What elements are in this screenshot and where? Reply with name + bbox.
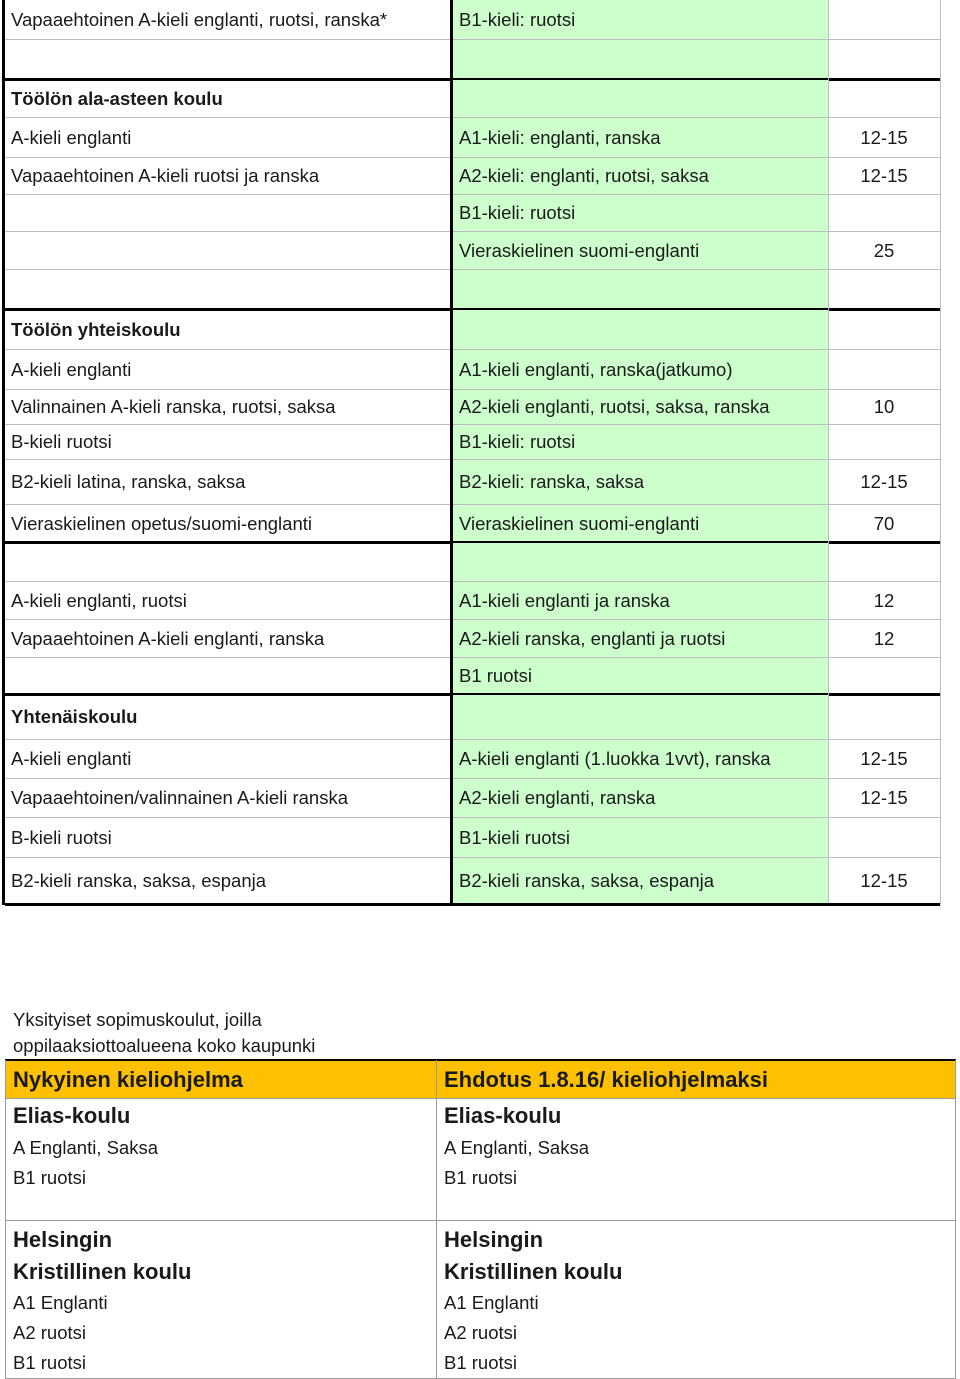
- table-row: [0, 350, 960, 390]
- group-size-cell: 12: [873, 627, 895, 649]
- table-row: [0, 40, 960, 80]
- current-program-cell: B2-kieli ranska, saksa, espanja: [11, 870, 267, 892]
- proposal-header: Ehdotus 1.8.16/ kieliohjelmaksi: [444, 1067, 769, 1092]
- current-program-cell: [11, 40, 447, 80]
- proposal-cell: [459, 40, 825, 80]
- table-row: [0, 582, 960, 620]
- group-size-cell: [830, 310, 938, 350]
- current-program-cell: [11, 658, 447, 695]
- hkk-lang2-right: A2 ruotsi: [444, 1322, 518, 1343]
- elias-title-right: Elias-koulu: [444, 1103, 562, 1128]
- current-program-cell: Vapaaehtoinen A-kieli englanti, ranska: [11, 627, 325, 649]
- current-program-cell: A-kieli englanti: [11, 748, 132, 770]
- current-program-cell: A-kieli englanti: [11, 126, 132, 148]
- current-program-cell: A-kieli englanti, ruotsi: [11, 589, 187, 611]
- elias-lang2-left: B1 ruotsi: [13, 1167, 87, 1188]
- current-program-cell: [11, 232, 447, 270]
- proposal-cell: A2-kieli: englanti, ruotsi, saksa: [459, 165, 709, 187]
- hkk-lang1-left: A1 Englanti: [13, 1292, 108, 1313]
- proposal-cell: B1 ruotsi: [459, 665, 533, 687]
- grid-h2: [5, 1220, 956, 1221]
- table-row: [0, 460, 960, 505]
- proposal-cell: A-kieli englanti (1.luokka 1vvt), ranska: [459, 748, 771, 770]
- elias-lang1-left: A Englanti, Saksa: [13, 1137, 159, 1158]
- proposal-cell: B2-kieli: ranska, saksa: [459, 471, 645, 493]
- current-program-cell: Vapaaehtoinen A-kieli ruotsi ja ranska: [11, 165, 320, 187]
- group-size-cell: [830, 818, 938, 858]
- table-row: [0, 620, 960, 658]
- proposal-cell: B2-kieli ranska, saksa, espanja: [459, 870, 715, 892]
- table-row: [0, 658, 960, 695]
- hkk-title-a-left: Helsingin: [13, 1227, 113, 1252]
- hkk-lang1-right: A1 Englanti: [444, 1292, 539, 1313]
- group-size-cell: 12-15: [860, 748, 908, 770]
- current-program-cell: B-kieli ruotsi: [11, 431, 112, 453]
- current-program-cell: Vieraskielinen opetus/suomi-englanti: [11, 512, 312, 534]
- current-program-cell: [11, 270, 447, 310]
- private-schools-section: [0, 1000, 960, 1379]
- group-size-cell: 12-15: [860, 165, 908, 187]
- proposal-cell: Vieraskielinen suomi-englanti: [459, 239, 700, 261]
- group-size-cell: [830, 695, 938, 740]
- elias-title-left: Elias-koulu: [13, 1103, 131, 1128]
- table-row: [0, 695, 960, 740]
- table-row: [0, 818, 960, 858]
- section-caption-line2: oppilaaksiottoalueena koko kaupunki: [13, 1035, 316, 1056]
- table-row: [0, 779, 960, 818]
- hkk-title-b-right: Kristillinen koulu: [444, 1259, 623, 1284]
- table-row: [0, 0, 960, 40]
- proposal-cell: A2-kieli englanti, ruotsi, saksa, ranska: [459, 396, 770, 418]
- table-row: [0, 80, 960, 118]
- table-row: [0, 543, 960, 582]
- hkk-lang2-left: A2 ruotsi: [13, 1322, 87, 1343]
- proposal-cell: Vieraskielinen suomi-englanti: [459, 512, 700, 534]
- hkk-title-a-right: Helsingin: [444, 1227, 544, 1252]
- current-program-cell: Vapaaehtoinen/valinnainen A-kieli ranska: [11, 787, 349, 809]
- current-program-cell: Töölön ala-asteen koulu: [11, 87, 223, 109]
- table-mid-border: [450, 0, 453, 905]
- table-row: [0, 232, 960, 270]
- section-caption-line1: Yksityiset sopimuskoulut, joilla: [13, 1009, 262, 1030]
- group-size-cell: [830, 350, 938, 390]
- table-row: [0, 390, 960, 425]
- table-row: [0, 740, 960, 779]
- proposal-cell: A2-kieli englanti, ranska: [459, 787, 656, 809]
- proposal-cell: A1-kieli englanti, ranska(jatkumo): [459, 358, 733, 380]
- table-row: [0, 118, 960, 158]
- proposal-cell: A2-kieli ranska, englanti ja ruotsi: [459, 627, 726, 649]
- group-size-cell: 12: [873, 589, 895, 611]
- hkk-lang3-left: B1 ruotsi: [13, 1352, 87, 1373]
- hkk-title-b-left: Kristillinen koulu: [13, 1259, 192, 1284]
- current-program-cell: B2-kieli latina, ranska, saksa: [11, 471, 246, 493]
- group-size-cell: [830, 0, 938, 40]
- table-row: [0, 505, 960, 543]
- proposal-cell: [459, 543, 825, 582]
- table-row: [0, 270, 960, 310]
- group-size-cell: [830, 270, 938, 310]
- current-program-cell: A-kieli englanti: [11, 358, 132, 380]
- table-right-border: [940, 0, 941, 905]
- current-program-cell: [11, 543, 447, 582]
- group-size-cell: [830, 195, 938, 232]
- grid-outer-top: [5, 1059, 956, 1061]
- proposal-cell: B1-kieli: ruotsi: [459, 8, 576, 30]
- elias-lang1-right: A Englanti, Saksa: [444, 1137, 590, 1158]
- proposal-cell: A1-kieli: englanti, ranska: [459, 126, 661, 148]
- proposal-cell: B1-kieli: ruotsi: [459, 431, 576, 453]
- proposal-cell: [459, 80, 825, 118]
- table-row: [0, 158, 960, 195]
- proposal-column-bottom: [450, 903, 830, 906]
- proposal-cell: B1-kieli: ruotsi: [459, 202, 576, 224]
- current-program-cell: Valinnainen A-kieli ranska, ruotsi, saksa: [11, 396, 336, 418]
- current-program-cell: [11, 195, 447, 232]
- group-size-cell: 12-15: [860, 787, 908, 809]
- elias-lang2-right: B1 ruotsi: [444, 1167, 518, 1188]
- proposal-cell: [459, 310, 825, 350]
- group-size-cell: [830, 543, 938, 582]
- proposal-cell: [459, 270, 825, 310]
- group-size-cell: 12-15: [860, 471, 908, 493]
- group-size-cell: 12-15: [860, 126, 908, 148]
- hkk-lang3-right: B1 ruotsi: [444, 1352, 518, 1373]
- table-row: [0, 195, 960, 232]
- group-size-cell: [830, 425, 938, 460]
- group-size-cell: 70: [873, 512, 895, 534]
- group-size-cell: 10: [873, 396, 895, 418]
- table-row: [0, 310, 960, 350]
- proposal-cell: A1-kieli englanti ja ranska: [459, 589, 670, 611]
- group-size-cell: 12-15: [860, 870, 908, 892]
- group-size-cell: 25: [873, 239, 895, 261]
- group-size-cell: [830, 80, 938, 118]
- proposal-cell: B1-kieli ruotsi: [459, 826, 571, 848]
- current-program-cell: Vapaaehtoinen A-kieli englanti, ruotsi, ranska*: [11, 8, 388, 30]
- current-program-cell: Yhtenäiskoulu: [11, 706, 138, 728]
- group-size-cell: [830, 658, 938, 695]
- current-program-cell: Töölön yhteiskoulu: [11, 318, 181, 340]
- current-program-cell: B-kieli ruotsi: [11, 826, 112, 848]
- proposal-cell: [459, 695, 825, 740]
- group-size-cell: [830, 40, 938, 80]
- grid-h1: [5, 1098, 956, 1099]
- current-program-header: Nykyinen kieliohjelma: [13, 1067, 243, 1092]
- table-col3-border: [828, 0, 829, 905]
- table-row: [0, 858, 960, 905]
- table-left-border: [2, 0, 5, 905]
- table-row: [0, 425, 960, 460]
